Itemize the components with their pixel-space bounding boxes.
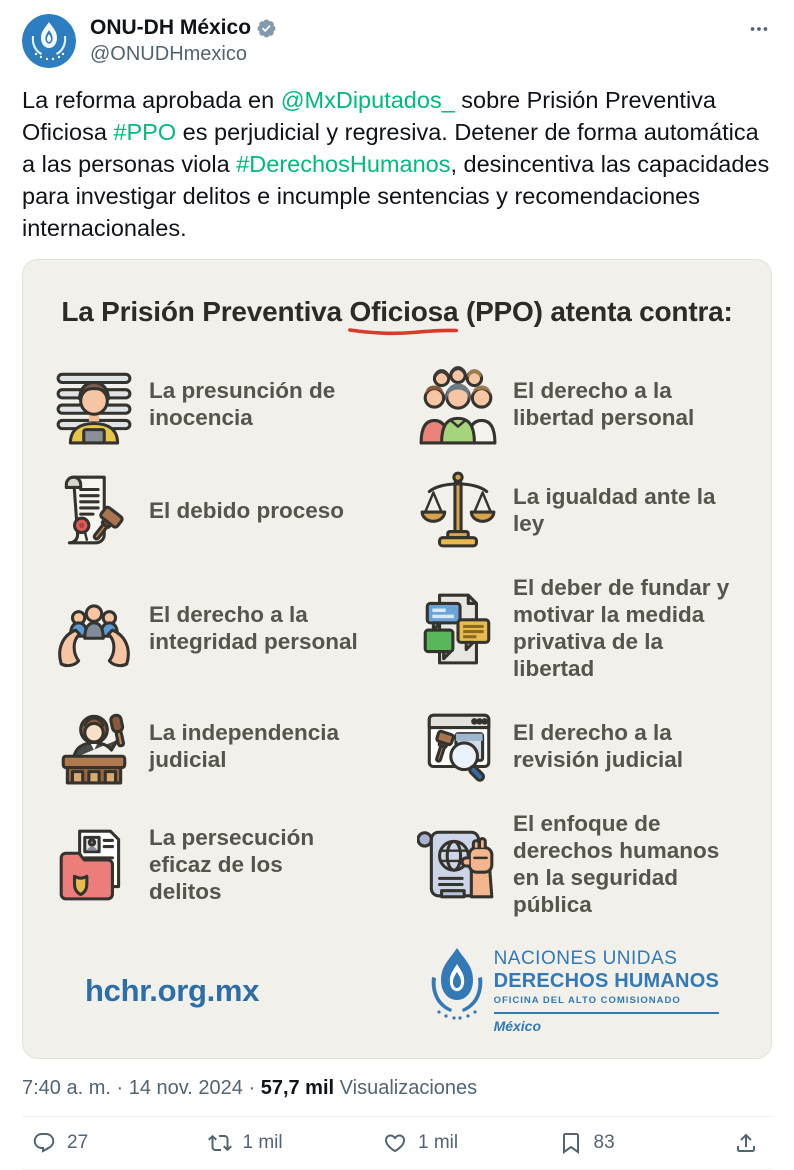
list-item xyxy=(417,810,741,918)
list-item xyxy=(417,362,741,446)
avatar[interactable] xyxy=(22,14,76,68)
list-item xyxy=(417,574,741,682)
case-folder-badge-icon xyxy=(53,823,135,905)
reply-button[interactable] xyxy=(32,1131,208,1155)
item-label: La presunción de inocencia xyxy=(149,378,336,430)
date: 14 nov. 2024 xyxy=(128,1077,243,1099)
list-item xyxy=(417,704,741,788)
repost-button[interactable] xyxy=(208,1131,384,1155)
mention-link[interactable]: @MxDiputados_ xyxy=(280,87,455,113)
un-logo-divider xyxy=(494,1012,719,1014)
hashtag-link-derechoshumanos[interactable]: #DerechosHumanos xyxy=(236,151,451,177)
balance-scales-icon xyxy=(417,469,499,551)
gavel-magnifier-window-icon xyxy=(417,705,499,787)
repost-icon xyxy=(208,1131,232,1155)
ellipsis-icon xyxy=(748,18,770,40)
text-segment: es perjudicial y regresiva. Detener de forma automática a las personas viola xyxy=(22,119,759,177)
share-button[interactable] xyxy=(734,1131,758,1155)
author-identity xyxy=(90,14,277,66)
item-label: El derecho a la revisión judicial xyxy=(513,720,684,772)
timestamp: 7:40 a. m. xyxy=(22,1077,111,1099)
bookmark-button[interactable] xyxy=(559,1131,735,1155)
item-label: El enfoque de derechos humanos en la seguridad pública xyxy=(513,811,720,917)
title-suffix: (PPO) atenta contra: xyxy=(458,296,733,327)
tweet-text xyxy=(22,84,772,244)
infographic-grid xyxy=(53,362,741,918)
judge-bench-icon xyxy=(53,705,135,787)
more-menu-button[interactable] xyxy=(746,14,772,49)
infographic-title xyxy=(53,296,741,328)
item-label: El deber de fundar y motivar la medida privativa de la libertad xyxy=(513,575,730,681)
list-item xyxy=(417,468,741,552)
like-button[interactable] xyxy=(383,1131,559,1155)
author-handle[interactable]: @ONUDHmexico xyxy=(90,43,247,65)
hands-people-icon xyxy=(53,587,135,669)
infographic-footer xyxy=(53,948,741,1034)
title-underlined-word: Oficiosa xyxy=(349,296,458,328)
mugshot-person-icon xyxy=(53,363,135,445)
list-item xyxy=(53,810,403,918)
list-item xyxy=(53,574,403,682)
bookmark-count: 83 xyxy=(593,1132,615,1153)
like-count: 1 mil xyxy=(418,1132,459,1153)
list-item xyxy=(53,362,403,446)
gray-verified-badge-icon xyxy=(256,18,277,39)
item-label: El debido proceso xyxy=(149,497,345,523)
un-flame-icon xyxy=(430,948,484,1020)
author-name[interactable]: ONU-DH México xyxy=(90,16,252,39)
text-segment: , desincentiva las capacidades para investigar delitos e incumple sentencias y recomendaciones internacionales. xyxy=(22,151,770,241)
un-logo-line1: NACIONES UNIDAS xyxy=(493,948,678,969)
like-icon xyxy=(383,1131,407,1155)
reply-icon xyxy=(32,1131,56,1155)
scroll-globe-fist-icon xyxy=(417,823,499,905)
red-underline-stroke xyxy=(347,327,459,337)
tweet-header xyxy=(22,14,772,68)
reply-count: 27 xyxy=(67,1132,89,1153)
un-human-rights-logo xyxy=(430,948,719,1034)
un-logo-line3: OFICINA DEL ALTO COMISIONADO xyxy=(493,995,681,1006)
bookmark-icon xyxy=(559,1131,583,1155)
views-count: 57,7 mil xyxy=(260,1077,335,1099)
dot-separator: · xyxy=(248,1077,256,1099)
item-label: La independencia judicial xyxy=(149,720,340,772)
un-logo-mexico: México xyxy=(493,1018,542,1034)
title-prefix: La Prisión Preventiva xyxy=(61,296,350,327)
un-logo-line2: DERECHOS HUMANOS xyxy=(493,970,719,992)
people-group-icon xyxy=(417,363,499,445)
share-icon xyxy=(734,1131,758,1155)
item-label: La igualdad ante la ley xyxy=(513,484,716,536)
repost-count: 1 mil xyxy=(242,1132,283,1153)
action-bar xyxy=(22,1116,772,1170)
item-label: El derecho a la libertad personal xyxy=(513,378,695,430)
list-item xyxy=(53,468,403,552)
website-url: hchr.org.mx xyxy=(85,973,260,1008)
views-label[interactable]: Visualizaciones xyxy=(339,1077,478,1099)
infographic-image[interactable] xyxy=(22,259,772,1059)
text-segment: sobre Prisión Preventiva Oficiosa xyxy=(22,87,716,145)
hashtag-link-ppo[interactable]: #PPO xyxy=(113,119,177,145)
document-speech-bubbles-icon xyxy=(417,587,499,669)
dot-separator: · xyxy=(116,1077,124,1099)
text-segment: La reforma aprobada en xyxy=(22,87,281,113)
item-label: El derecho a la integridad personal xyxy=(149,602,358,654)
item-label: La persecución eficaz de los delitos xyxy=(149,824,315,904)
scroll-gavel-icon xyxy=(53,469,135,551)
tweet-meta xyxy=(22,1059,772,1116)
list-item xyxy=(53,704,403,788)
